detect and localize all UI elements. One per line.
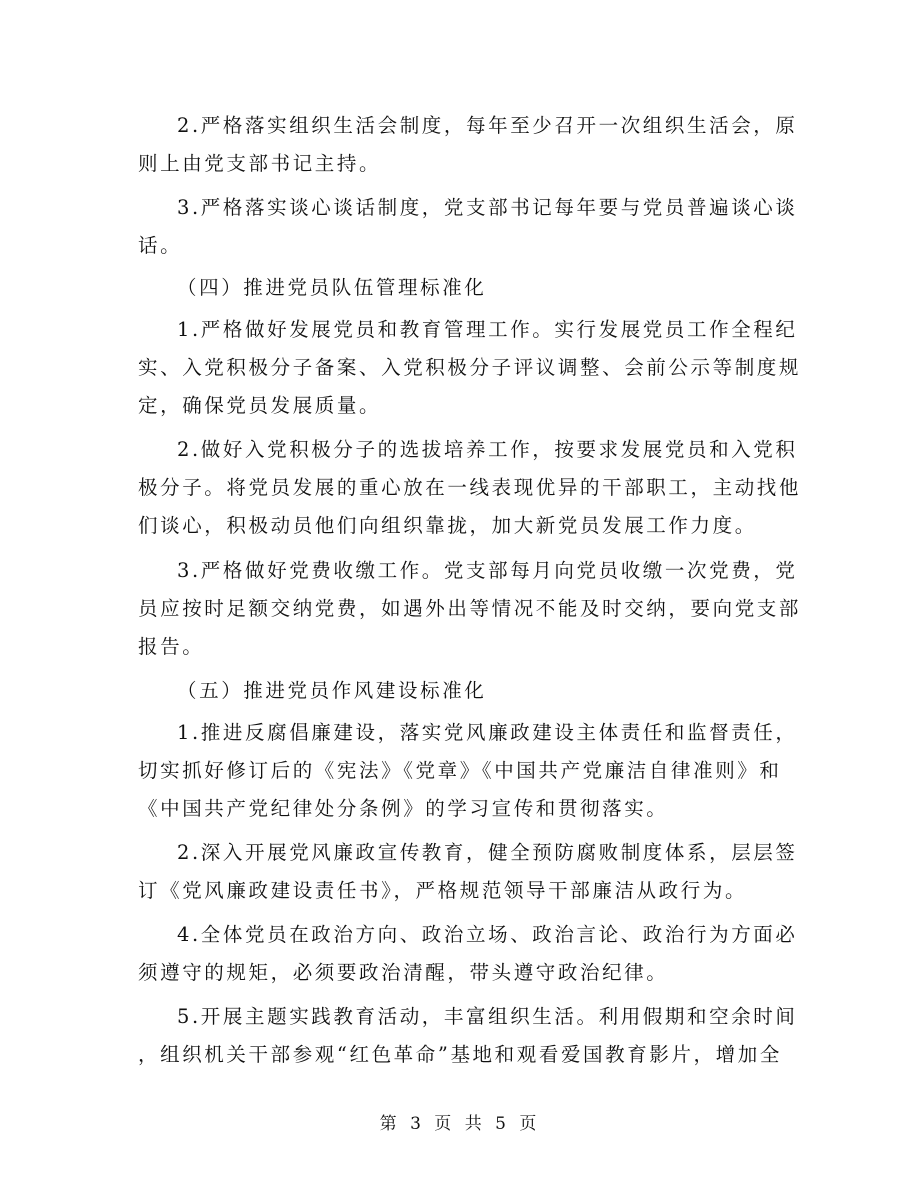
paragraph-line: 话。: [138, 234, 183, 257]
paragraph-line: 切实抓好修订后的《宪法》《党章》《中国共产党廉洁自律准则》和: [138, 759, 782, 782]
paragraph-line: 则上由党支部书记主持。: [138, 152, 382, 175]
paragraph-line: 1.推进反腐倡廉建设，落实党风廉政建设主体责任和监督责任，: [177, 721, 798, 744]
paragraph-line: 员应按时足额交纳党费，如遇外出等情况不能及时交纳，要向党支部: [138, 597, 802, 620]
paragraph-line: 4.全体党员在政治方向、政治立场、政治言论、政治行为方面必: [177, 923, 798, 946]
paragraph-line: 定，确保党员发展质量。: [138, 394, 382, 417]
section-heading: （四）推进党员队伍管理标准化: [177, 276, 487, 299]
paragraph-line: 须遵守的规矩，必须要政治清醒，带头遵守政治纪律。: [138, 961, 669, 984]
paragraph-line: 2.做好入党积极分子的选拔培养工作，按要求发展党员和入党积: [177, 438, 798, 461]
paragraph-line: 3.严格做好党费收缴工作。党支部每月向党员收缴一次党费，党: [177, 559, 798, 582]
paragraph-line: 订《党风廉政建设责任书》，严格规范领导干部廉洁从政行为。: [138, 879, 748, 902]
paragraph-line: 3.严格落实谈心谈话制度，党支部书记每年要与党员普遍谈心谈: [177, 196, 798, 219]
paragraph-line: 们谈心，积极动员他们向组织靠拢，加大新党员发展工作力度。: [138, 514, 757, 537]
paragraph-line: 报告。: [138, 635, 205, 658]
paragraph-line: 1.严格做好发展党员和教育管理工作。实行发展党员工作全程纪: [177, 318, 798, 341]
paragraph-line: 2.深入开展党风廉政宣传教育，健全预防腐败制度体系，层层签: [177, 841, 798, 864]
paragraph-line: 2.严格落实组织生活会制度，每年至少召开一次组织生活会，原: [177, 114, 798, 137]
paragraph-line: 5.开展主题实践教育活动，丰富组织生活。利用假期和空余时间: [177, 1005, 798, 1028]
section-heading: （五）推进党员作风建设标准化: [177, 679, 487, 702]
page-number-footer: 第 3 页 共 5 页: [379, 1114, 541, 1134]
paragraph-line: ，组织机关干部参观“红色革命”基地和观看爱国教育影片，增加全: [138, 1043, 782, 1066]
paragraph-line: 极分子。将党员发展的重心放在一线表现优异的干部职工，主动找他: [138, 476, 802, 499]
paragraph-line: 《中国共产党纪律处分条例》的学习宣传和贯彻落实。: [138, 797, 669, 820]
paragraph-line: 实、入党积极分子备案、入党积极分子评议调整、会前公示等制度规: [138, 356, 802, 379]
